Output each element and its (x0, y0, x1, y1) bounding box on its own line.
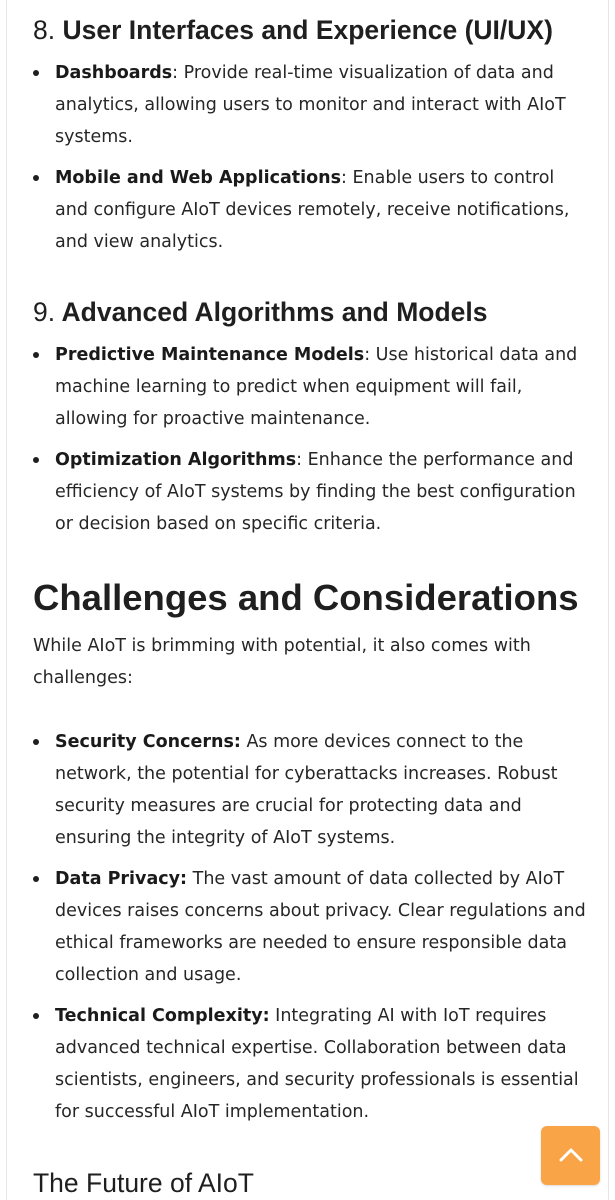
list-item-term: Technical Complexity: (55, 1006, 270, 1026)
list-item (33, 339, 591, 435)
list-item-text: Enable users to control and configure AIoT devices remotely, receive notifications, and view analytics. (55, 168, 570, 252)
list-item-separator: : (296, 450, 303, 470)
list-item (33, 726, 591, 854)
section-8-heading (33, 13, 553, 47)
list-item-text: The vast amount of data collected by AIoT devices raises concerns about privacy. Clear regulations and ethical frameworks are needed to ensure responsible data collection and usage. (55, 869, 586, 985)
scroll-to-top-button[interactable] (541, 1126, 600, 1185)
list-item-separator: : (341, 168, 347, 188)
section-9-heading (33, 295, 488, 329)
challenges-list (33, 726, 591, 1128)
list-item (33, 57, 591, 153)
challenges-heading: Challenges and Considerations (33, 577, 579, 618)
list-item-term: Dashboards (55, 63, 173, 83)
list-item (33, 162, 591, 258)
list-item-term: Optimization Algorithms (55, 450, 297, 470)
list-item-term: Security Concerns: (55, 732, 241, 752)
section-9-list (33, 339, 591, 540)
list-item-term: Data Privacy: (55, 869, 188, 889)
challenges-intro: While AIoT is brimming with potential, it also comes with challenges: (33, 636, 531, 688)
list-item (33, 444, 591, 540)
list-item-separator: : (172, 63, 179, 83)
list-item-text: Provide real-time visualization of data and analytics, allowing users to monitor and interact with AIoT systems. (55, 63, 566, 147)
list-item-text: Enhance the performance and efficiency of AIoT systems by finding the best configuration or decision based on specific criteria. (55, 450, 576, 534)
list-item-separator: : (364, 345, 371, 365)
chevron-up-icon (558, 1145, 584, 1163)
page-border-right (608, 0, 609, 1200)
list-item-term: Mobile and Web Applications (55, 168, 342, 188)
list-item-text: Integrating AI with IoT requires advanced technical expertise. Collaboration between data scientists, engineers, and security professionals is essential for successful AIoT implementation. (55, 1006, 579, 1122)
list-item-text: Use historical data and machine learning to predict when equipment will fail, allowing for proactive maintenance. (55, 345, 578, 429)
list-item-text: As more devices connect to the network, the potential for cyberattacks increases. Robust security measures are crucial for protecting data and ensuring the integrity of AIoT systems. (55, 732, 558, 848)
list-item (33, 1000, 591, 1128)
page-border-left (6, 0, 7, 1200)
section-8-title: User Interfaces and Experience (UI/UX) (62, 15, 553, 45)
section-8-number: 8. (33, 15, 56, 45)
future-heading: The Future of AIoT (33, 1168, 254, 1198)
section-9-number: 9. (33, 297, 56, 327)
section-8-list (33, 57, 591, 258)
section-9-title: Advanced Algorithms and Models (61, 297, 488, 327)
list-item-term: Predictive Maintenance Models (55, 345, 365, 365)
list-item (33, 863, 591, 991)
